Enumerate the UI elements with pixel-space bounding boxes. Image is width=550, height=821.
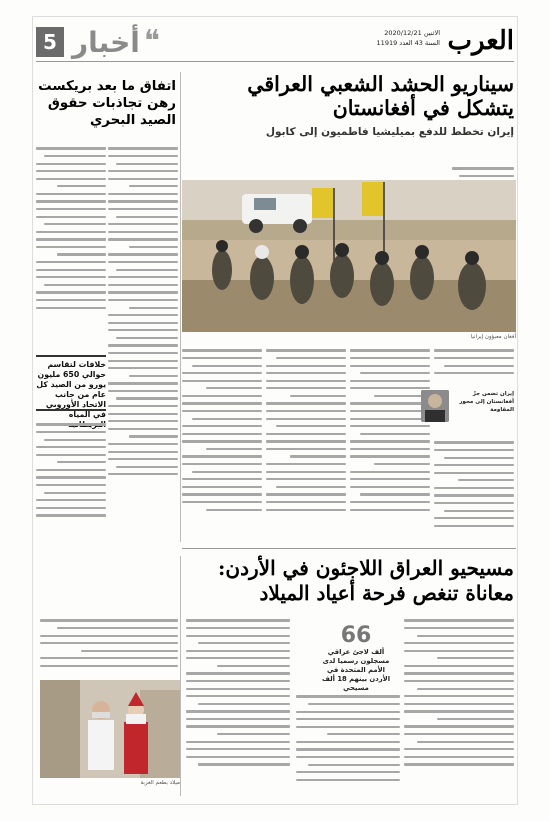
pull-quote-text: خلافات لتقاسم حوالي 650 مليون يورو من الصيد كل عام من جانب الاتحاد الأوروبي في المياه bbox=[36, 360, 106, 419]
dateline bbox=[377, 28, 440, 48]
section-label bbox=[36, 22, 160, 62]
second-story-photo bbox=[40, 680, 180, 778]
main-story-body-col-4 bbox=[182, 344, 262, 544]
main-story-body-col-2 bbox=[350, 344, 430, 544]
section-number: 5 bbox=[36, 27, 64, 57]
masthead bbox=[36, 22, 514, 62]
left-story-body-col-1-lower bbox=[36, 418, 106, 542]
author-photo bbox=[421, 390, 449, 422]
main-photo-caption: أفغان معبؤون إيرانيا bbox=[470, 334, 516, 340]
stat-callout bbox=[316, 623, 396, 692]
author-label: إيران تضمن جرّ أفغانستان إلى محور المقاومة bbox=[459, 391, 514, 413]
column-rule bbox=[180, 72, 181, 542]
second-story-body-col-3 bbox=[186, 614, 290, 794]
story-divider bbox=[182, 548, 516, 549]
second-story-headline: مسيحيو العراق اللاجئون في الأردن: معاناة تنغص فرحة أعياد الميلاد bbox=[218, 556, 514, 605]
pull-quote-box bbox=[36, 355, 106, 419]
main-story-photo bbox=[182, 180, 516, 332]
main-story-body-col-1 bbox=[434, 436, 514, 544]
quote-mark-icon: ❝ bbox=[143, 24, 160, 59]
section-title: أخبار bbox=[72, 25, 140, 59]
stat-number: 66 bbox=[340, 623, 372, 648]
left-story-headline-block bbox=[36, 78, 176, 129]
left-story-body-col-2 bbox=[108, 142, 178, 542]
main-subheadline: إيران تخطط للدفع بميليشيا فاطميون إلى كابول bbox=[265, 126, 514, 138]
second-photo-caption: ميلاد بطعم الغربة bbox=[140, 780, 180, 786]
second-story-headline-block bbox=[180, 556, 514, 606]
main-headline-block bbox=[209, 72, 514, 138]
newspaper-logo: العرب bbox=[447, 26, 514, 56]
second-story-body-col-2 bbox=[296, 690, 400, 794]
second-story-body-col-1 bbox=[404, 614, 514, 794]
main-story-body-col-3 bbox=[266, 344, 346, 544]
stat-text: ألف لاجئ عراقي مسجلون رسميا لدى الأمم المتحدة في الأردن بينهم 18 ألف مسيحي bbox=[321, 648, 391, 692]
author-caption bbox=[452, 390, 514, 430]
second-story-body-col-4 bbox=[40, 614, 178, 676]
left-story-body-col-1 bbox=[36, 142, 106, 352]
issue-number: السنة 43 العدد 11919 bbox=[376, 39, 440, 47]
main-story-body-col-1-top bbox=[434, 344, 514, 384]
issue-date: الاثنين 2020/12/21 bbox=[384, 29, 440, 37]
left-story-headline: اتفاق ما بعد بريكست رهن تجاذبات حقوق الصيد البحري bbox=[38, 79, 176, 128]
main-headline: سيناريو الحشد الشعبي العراقي يتشكل في أفغانستان bbox=[247, 72, 514, 120]
